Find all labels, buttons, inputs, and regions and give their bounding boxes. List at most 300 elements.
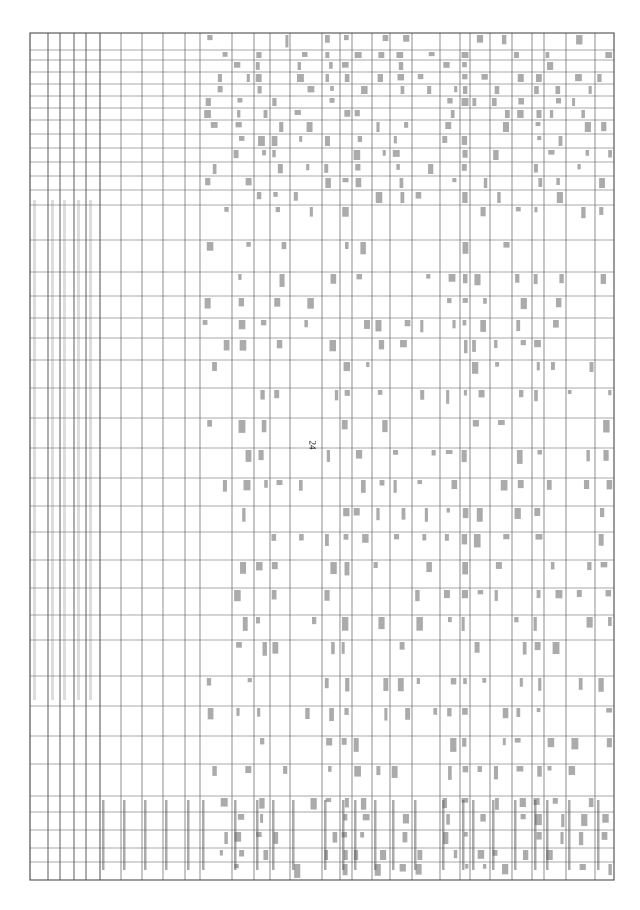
cell-text-mark [405, 320, 411, 326]
cell-text-mark [259, 798, 264, 809]
cell-text-mark [403, 832, 408, 842]
cell-text-mark [342, 617, 348, 631]
cell-text-mark [277, 480, 283, 485]
cell-text-mark [483, 298, 487, 304]
cell-text-mark [380, 850, 386, 860]
cell-text-mark [383, 35, 389, 41]
cell-text-mark [417, 480, 422, 484]
cell-text-mark [237, 110, 240, 118]
cell-text-mark [234, 150, 239, 158]
cell-text-mark [464, 832, 467, 837]
cell-text-mark [495, 362, 499, 367]
cell-text-mark [520, 798, 526, 807]
cell-text-mark [384, 708, 387, 721]
cell-text-mark [207, 35, 212, 40]
cell-text-mark [326, 738, 332, 746]
cell-text-mark [405, 708, 410, 720]
cell-text-mark [403, 814, 409, 823]
cell-text-mark [344, 708, 348, 715]
cell-text-mark [276, 207, 280, 212]
cell-text-mark [400, 340, 407, 347]
cell-text-mark [283, 766, 287, 774]
cell-text-mark [256, 62, 260, 70]
cell-text-mark [397, 74, 404, 80]
cell-text-mark [550, 110, 553, 118]
cell-text-mark [447, 508, 450, 513]
cell-text-mark [571, 738, 578, 749]
cell-text-mark [208, 708, 214, 719]
cell-text-mark [479, 390, 485, 397]
cell-text-mark [308, 86, 315, 92]
cell-text-mark [516, 766, 523, 772]
cell-text-mark [569, 766, 576, 775]
row-label-mark [534, 800, 537, 870]
cell-text-mark [502, 35, 506, 44]
cell-text-mark [380, 480, 385, 486]
cell-text-mark [374, 562, 378, 568]
cell-text-mark [306, 164, 309, 170]
cell-text-mark [280, 274, 285, 287]
cell-text-mark [464, 340, 467, 353]
cell-text-mark [496, 562, 502, 569]
cell-text-mark [333, 832, 338, 843]
cell-text-mark [239, 850, 244, 857]
cell-text-mark [523, 642, 527, 655]
cell-text-mark [220, 850, 223, 856]
cell-text-mark [534, 390, 538, 401]
cell-text-mark [396, 164, 399, 170]
cell-text-mark [246, 450, 252, 462]
cell-text-mark [335, 390, 338, 400]
cell-text-mark [294, 864, 300, 878]
cell-text-mark [330, 340, 336, 351]
cell-text-mark [428, 164, 433, 174]
cell-text-mark [451, 678, 456, 684]
cell-text-mark [262, 150, 266, 155]
cell-text-mark [355, 164, 360, 170]
cell-text-mark [299, 480, 303, 491]
row-label-mark [414, 800, 417, 870]
cell-text-mark [517, 450, 523, 464]
cell-text-mark [584, 480, 589, 489]
cell-text-mark [577, 590, 582, 597]
cell-text-mark [324, 164, 328, 173]
cell-text-mark [272, 562, 278, 569]
cell-text-mark [515, 508, 521, 519]
cell-text-mark [516, 207, 521, 211]
cell-text-mark [448, 766, 452, 780]
cell-text-mark [597, 74, 601, 82]
cell-text-mark [239, 136, 244, 141]
row-label-mark [324, 800, 327, 870]
cell-text-mark [282, 242, 287, 249]
cell-text-mark [537, 832, 542, 840]
cell-text-mark [606, 590, 612, 596]
cell-text-mark [446, 814, 450, 825]
cell-text-mark [536, 110, 541, 118]
cell-text-mark [536, 122, 541, 126]
cell-text-mark [218, 86, 223, 92]
row-label-mark [568, 800, 571, 870]
cell-text-mark [396, 52, 403, 58]
cell-text-mark [342, 207, 348, 217]
cell-text-mark [205, 178, 210, 185]
cell-text-mark [589, 86, 592, 94]
cell-text-mark [433, 708, 437, 715]
cell-text-mark [535, 534, 542, 540]
cell-text-mark [400, 864, 406, 872]
cell-text-mark [354, 150, 361, 160]
cell-text-mark [236, 642, 242, 648]
cell-text-mark [603, 450, 608, 461]
cell-text-mark [575, 74, 582, 81]
cell-text-mark [598, 678, 603, 692]
cell-text-mark [238, 274, 241, 280]
cell-text-mark [518, 480, 524, 488]
cell-text-mark [257, 192, 261, 199]
cell-text-mark [521, 340, 526, 345]
cell-text-mark [242, 508, 245, 522]
cell-text-mark [462, 136, 467, 145]
cell-text-mark [325, 136, 330, 146]
cell-text-mark [354, 738, 359, 752]
cell-text-mark [607, 738, 612, 747]
cell-text-mark [602, 814, 608, 823]
cell-text-mark [518, 98, 524, 104]
cell-text-mark [344, 362, 350, 371]
cell-text-mark [274, 298, 280, 307]
cell-text-mark [608, 150, 612, 158]
cell-text-mark [376, 508, 379, 520]
cell-text-mark [553, 798, 558, 804]
cell-text-mark [307, 298, 314, 309]
cell-text-mark [561, 814, 564, 827]
cell-text-mark [577, 164, 580, 169]
cell-text-mark [354, 508, 360, 515]
cell-text-mark [329, 62, 333, 69]
cell-text-mark [330, 98, 335, 103]
cell-text-mark [454, 86, 457, 92]
cell-text-mark [278, 164, 283, 173]
cell-text-mark [417, 678, 420, 684]
row-label-mark [514, 800, 517, 870]
cell-text-mark [247, 74, 250, 82]
cell-text-mark [246, 178, 252, 185]
cell-text-mark [299, 534, 304, 540]
cell-text-mark [516, 320, 520, 331]
cell-text-mark [547, 480, 552, 490]
cell-text-mark [503, 708, 509, 718]
cell-text-mark [538, 178, 542, 187]
cell-text-mark [211, 122, 218, 128]
row-label-mark [472, 800, 475, 870]
cell-text-mark [537, 708, 541, 712]
cell-text-mark [277, 340, 282, 348]
cell-text-mark [400, 642, 405, 650]
cell-text-mark [285, 35, 288, 47]
cell-text-mark [234, 62, 240, 68]
cell-text-mark [382, 420, 387, 432]
cell-text-mark [326, 74, 329, 82]
cell-text-mark [361, 480, 366, 493]
cell-text-mark [364, 320, 370, 329]
cell-text-mark [514, 617, 518, 622]
cell-text-mark [379, 340, 384, 349]
row-label-mark [256, 800, 259, 870]
cell-text-mark [599, 178, 605, 188]
cell-text-mark [537, 450, 542, 455]
cell-text-mark [378, 390, 382, 395]
cell-text-mark [447, 708, 451, 716]
cell-text-mark [534, 340, 541, 347]
cell-text-mark [344, 534, 349, 540]
cell-text-mark [258, 136, 265, 146]
cell-text-mark [450, 738, 456, 752]
cell-text-mark [473, 420, 479, 427]
cell-text-mark [444, 590, 450, 598]
cell-text-mark [327, 450, 330, 462]
page-number: 24 [307, 440, 318, 450]
cell-text-mark [576, 35, 582, 45]
cell-text-mark [400, 192, 404, 203]
cell-text-mark [207, 678, 211, 686]
cell-text-mark [555, 86, 560, 94]
cell-text-mark [463, 86, 467, 94]
cell-text-mark [325, 35, 330, 43]
cell-text-mark [536, 74, 542, 82]
cell-text-mark [556, 98, 561, 103]
cell-text-mark [463, 320, 467, 325]
cell-text-mark [587, 562, 591, 570]
cell-text-mark [376, 192, 383, 203]
cell-text-mark [356, 450, 362, 459]
cell-text-mark [279, 122, 283, 132]
cell-text-mark [480, 320, 486, 332]
cell-text-mark [579, 678, 583, 690]
cell-text-mark [355, 52, 362, 58]
cell-text-mark [399, 62, 403, 70]
cell-text-mark [363, 814, 370, 820]
cell-text-mark [463, 150, 468, 158]
cell-text-mark [462, 590, 468, 598]
cell-text-mark [256, 52, 261, 58]
cell-text-mark [589, 798, 594, 807]
cell-text-mark [474, 534, 481, 547]
cell-text-mark [345, 798, 349, 807]
cell-text-mark [556, 178, 560, 185]
cell-text-mark [502, 864, 508, 874]
cell-text-mark [238, 814, 244, 820]
cell-text-mark [378, 74, 383, 82]
row-label-mark [462, 800, 465, 870]
row-label-mark [102, 800, 105, 870]
cell-text-mark [376, 766, 380, 775]
cell-text-mark [586, 450, 589, 461]
cell-text-mark [462, 562, 468, 574]
cell-text-mark [568, 390, 572, 394]
cell-text-mark [498, 420, 505, 425]
cell-text-mark [462, 52, 469, 58]
cell-text-mark [462, 534, 467, 544]
header-text-mark [51, 200, 54, 700]
cell-text-mark [294, 192, 298, 201]
cell-text-mark [342, 738, 347, 745]
cell-text-mark [443, 62, 449, 68]
cell-text-mark [603, 420, 609, 432]
cell-text-mark [446, 450, 453, 454]
cell-text-mark [404, 122, 408, 128]
cell-text-mark [581, 110, 584, 118]
cell-text-mark [478, 766, 482, 772]
cell-text-mark [272, 150, 275, 157]
cell-text-mark [445, 534, 449, 541]
cell-text-mark [203, 320, 208, 325]
cell-text-mark [519, 390, 523, 397]
cell-text-mark [393, 150, 400, 157]
row-label-mark [597, 800, 600, 870]
cell-text-mark [239, 420, 246, 433]
cell-text-mark [361, 86, 368, 94]
cell-text-mark [272, 98, 276, 106]
cell-text-mark [548, 766, 552, 770]
cell-text-mark [422, 534, 426, 540]
cell-text-mark [497, 192, 500, 203]
cell-text-mark [236, 708, 239, 716]
cell-text-mark [493, 150, 498, 160]
cell-text-mark [234, 590, 241, 601]
cell-text-mark [478, 850, 484, 859]
cell-text-mark [516, 708, 520, 717]
cell-text-mark [272, 136, 278, 146]
cell-text-mark [330, 86, 334, 91]
cell-text-mark [417, 850, 422, 860]
cell-text-mark [590, 362, 594, 372]
cell-text-mark [325, 678, 329, 688]
cell-text-mark [534, 86, 539, 94]
cell-text-mark [415, 590, 419, 601]
row-label-mark [546, 800, 549, 870]
cell-text-mark [204, 110, 211, 118]
cell-text-mark [463, 242, 469, 254]
cell-text-mark [537, 590, 541, 598]
cell-text-mark [446, 390, 449, 404]
cell-text-mark [494, 766, 498, 779]
header-text-mark [33, 200, 36, 700]
cell-text-mark [462, 708, 468, 715]
row-label-mark [165, 800, 168, 870]
cell-text-mark [240, 340, 247, 351]
cell-text-mark [505, 110, 510, 118]
cell-text-mark [515, 274, 519, 283]
cell-text-mark [295, 110, 301, 115]
cell-text-mark [547, 62, 553, 70]
cell-text-mark [514, 52, 519, 58]
cell-text-mark [478, 590, 483, 594]
cell-text-mark [585, 122, 591, 132]
cell-text-mark [393, 450, 398, 455]
cell-text-mark [474, 274, 480, 285]
cell-text-mark [356, 274, 361, 279]
cell-text-mark [264, 480, 268, 488]
cell-text-mark [462, 74, 467, 79]
cell-text-mark [494, 340, 497, 348]
cell-text-mark [503, 534, 509, 539]
row-label-mark [272, 800, 275, 870]
cell-text-mark [515, 738, 521, 743]
cell-text-mark [463, 508, 469, 518]
cell-text-mark [258, 86, 262, 93]
cell-text-mark [462, 192, 467, 203]
cell-text-mark [355, 110, 360, 116]
cell-text-mark [246, 242, 250, 247]
cell-text-mark [572, 98, 575, 106]
cell-text-mark [420, 320, 423, 332]
cell-text-mark [240, 562, 246, 574]
cell-text-mark [262, 420, 267, 432]
cell-text-mark [256, 617, 260, 623]
cell-text-mark [311, 798, 317, 810]
cell-text-mark [557, 192, 563, 203]
cell-text-mark [448, 617, 452, 622]
cell-text-mark [366, 362, 369, 367]
cell-text-mark [416, 192, 422, 199]
cell-text-mark [548, 150, 554, 155]
cell-text-mark [383, 150, 386, 156]
cell-text-mark [601, 122, 606, 131]
cell-text-mark [325, 52, 329, 58]
cell-text-mark [272, 590, 277, 599]
cell-text-mark [548, 738, 555, 747]
cell-text-mark [601, 562, 608, 567]
cell-text-mark [484, 178, 487, 188]
row-label-mark [374, 800, 377, 870]
cell-text-mark [503, 122, 509, 132]
cell-text-mark [392, 766, 398, 778]
cell-text-mark [304, 320, 308, 327]
cell-text-mark [537, 362, 540, 370]
cell-text-mark [432, 450, 436, 456]
cell-text-mark [207, 242, 214, 251]
cell-text-mark [331, 642, 335, 654]
cell-text-mark [501, 480, 508, 491]
cell-text-mark [400, 178, 404, 188]
cell-text-mark [546, 52, 550, 58]
cell-text-mark [559, 136, 563, 146]
row-label-mark [354, 800, 357, 870]
cell-text-mark [472, 362, 478, 374]
cell-text-mark [449, 274, 456, 282]
cell-text-mark [272, 534, 277, 541]
cell-text-mark [477, 508, 483, 522]
cell-text-mark [518, 74, 524, 82]
cell-text-mark [383, 678, 388, 691]
cell-text-mark [358, 136, 362, 142]
cell-text-mark [257, 708, 260, 717]
cell-text-mark [260, 814, 263, 823]
cell-text-mark [312, 617, 316, 624]
cell-text-mark [402, 508, 406, 520]
row-label-mark [234, 800, 237, 870]
cell-text-mark [447, 98, 452, 103]
cell-text-mark [605, 52, 612, 58]
cell-text-mark [521, 298, 527, 309]
cell-text-mark [394, 534, 399, 539]
cell-text-mark [299, 136, 302, 142]
cell-text-mark [224, 340, 230, 350]
cell-text-mark [599, 207, 603, 215]
cell-text-mark [452, 320, 455, 328]
cell-text-mark [342, 62, 349, 68]
